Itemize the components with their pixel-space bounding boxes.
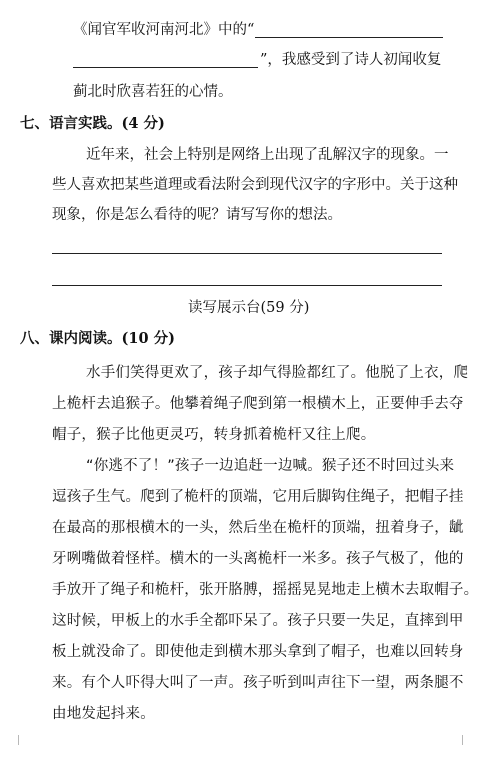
section-8-heading: 八、课内阅读。(10 分) xyxy=(20,330,175,347)
poem-answer-blank-1 xyxy=(255,37,443,38)
crop-mark-bottom-right xyxy=(462,735,473,745)
section-7-paragraph-line-1: 近年来，社会上特别是网络上出现了乱解汉字的现象。一 xyxy=(86,147,449,163)
passage-line: 逗孩子生气。爬到了桅杆的顶端，它用后脚钩住绳子，把帽子挂 xyxy=(52,489,464,505)
passage-line: 由地发起抖来。 xyxy=(52,706,155,722)
passage-line: 水手们笑得更欢了，孩子却气得脸都红了。他脱了上衣，爬 xyxy=(86,365,469,381)
poem-blank-line-2 xyxy=(260,50,441,70)
answer-writing-line-2 xyxy=(52,285,442,286)
poem-blank-line-3 xyxy=(73,82,233,102)
passage-line: 在最高的那根横木的一头，然后坐在桅杆的顶端，扭着身子，龇 xyxy=(52,520,464,536)
answer-writing-line-1 xyxy=(52,253,442,254)
poem-blank-prefix: 《闻官军收河南河北》中的“ xyxy=(73,22,255,38)
passage-line: 来。有个人吓得大叫了一声。孩子听到叫声往下一望，两条腿不 xyxy=(52,675,464,691)
passage-line: 上桅杆去追猴子。他攀着绳子爬到第一根横木上，正要伸手去夺 xyxy=(52,396,464,412)
passage-line: 帽子，猴子比他更灵巧，转身抓着桅杆又往上爬。 xyxy=(52,427,376,443)
passage-line: “你逃不了！”孩子一边追赶一边喊。猴子还不时回过头来 xyxy=(86,458,455,474)
passage-line: 手放开了绳子和桅杆，张开胳膊，摇摇晃晃地走上横木去取帽子。 xyxy=(52,582,479,598)
part-title: 读写展示台(59 分) xyxy=(188,300,310,316)
section-7-paragraph-line-2: 些人喜欢把某些道理或看法附会到现代汉字的字形中。关于这种 xyxy=(52,177,458,193)
section-7-paragraph-line-3: 现象，你是怎么看待的呢？请写写你的想法。 xyxy=(52,207,342,223)
passage-line: 牙咧嘴做着怪样。横木的一头离桅杆一米多。孩子气极了，他的 xyxy=(52,551,464,567)
passage-line: 这时候，甲板上的水手全都吓呆了。孩子只要一失足，直摔到甲 xyxy=(52,613,464,629)
poem-blank-line-1 xyxy=(73,20,254,40)
section-7-heading: 七、语言实践。(4 分) xyxy=(20,115,165,132)
crop-mark-bottom-left xyxy=(8,735,19,745)
poem-answer-blank-2 xyxy=(73,67,258,68)
passage-line: 板上就没命了。即使他走到横木那头拿到了帽子，也难以回转身 xyxy=(52,644,464,660)
poem-blank-line3-text: 蓟北时欣喜若狂的心情。 xyxy=(73,84,233,100)
poem-blank-suffix: ”，我感受到了诗人初闻收复 xyxy=(260,52,442,68)
